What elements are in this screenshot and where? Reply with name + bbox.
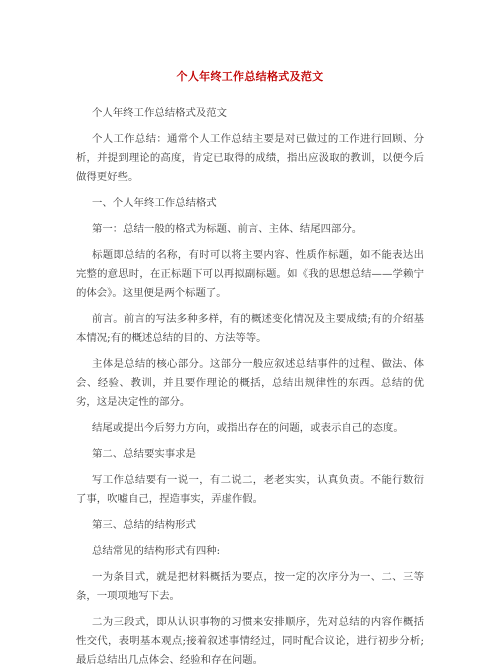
paragraph-format: 第一：总结一般的格式为标题、前言、主体、结尾四部分。 — [92, 223, 363, 235]
paragraph-title-desc: 标题即总结的名称，有时可以将主要内容、性质作标题，如不能表达出完整的意思时，在正标题下可以再拟副标题。如《我的思想总结——学赖宁的体会》。这里便是两个标题了。 — [76, 249, 424, 299]
section-heading-3: 第三、总结的结构形式 — [92, 519, 196, 531]
paragraph-structure-1: 一为条目式，就是把材料概括为要点，按一定的次序分为一、二、三等条，一项项地写下去。 — [76, 571, 424, 602]
document-body — [76, 104, 424, 670]
paragraph-main-body: 主体是总结的核心部分。这部分一般应叙述总结事件的过程、做法、体会、经验、教训，并且要作理论的概括，总结出规律性的东西。总结的优劣，这是决定性的部分。 — [76, 358, 424, 408]
paragraph-intro: 个人工作总结：通常个人工作总结主要是对已做过的工作进行回顾、分析，并提到理论的高度，肯定已取得的成绩，指出应汲取的教训，以便今后做得更好些。 — [76, 133, 424, 183]
paragraph-preface: 前言。前言的写法多种多样，有的概述变化情况及主要成绩;有的介绍基本情况;有的概述总结的目的、方法等等。 — [76, 313, 424, 344]
paragraph-structure-2: 二为三段式，即从认识事物的习惯来安排顺序，先对总结的内容作概括性交代，表明基本观点;接着叙述事情经过，同时配合议论，进行初步分析;最后总结出几点体会、经验和存在问题。 — [76, 616, 424, 666]
paragraph-ending: 结尾或提出今后努力方向，或指出存在的问题，或表示自己的态度。 — [92, 422, 404, 434]
paragraph-truthful: 写工作总结要有一说一，有二说二，老老实实，认真负责。不能行数衍了事，吹嘘自己，捏造事实，弄虚作假。 — [76, 474, 424, 505]
section-heading-1: 一、个人年终工作总结格式 — [92, 197, 217, 209]
document-title: 个人年终工作总结格式及范文 — [176, 70, 324, 83]
paragraph-structure-intro: 总结常见的结构形式有四种: — [92, 545, 221, 557]
paragraph-subtitle: 个人年终工作总结格式及范文 — [92, 107, 228, 119]
section-heading-2: 第二、总结要实事求是 — [92, 448, 196, 460]
